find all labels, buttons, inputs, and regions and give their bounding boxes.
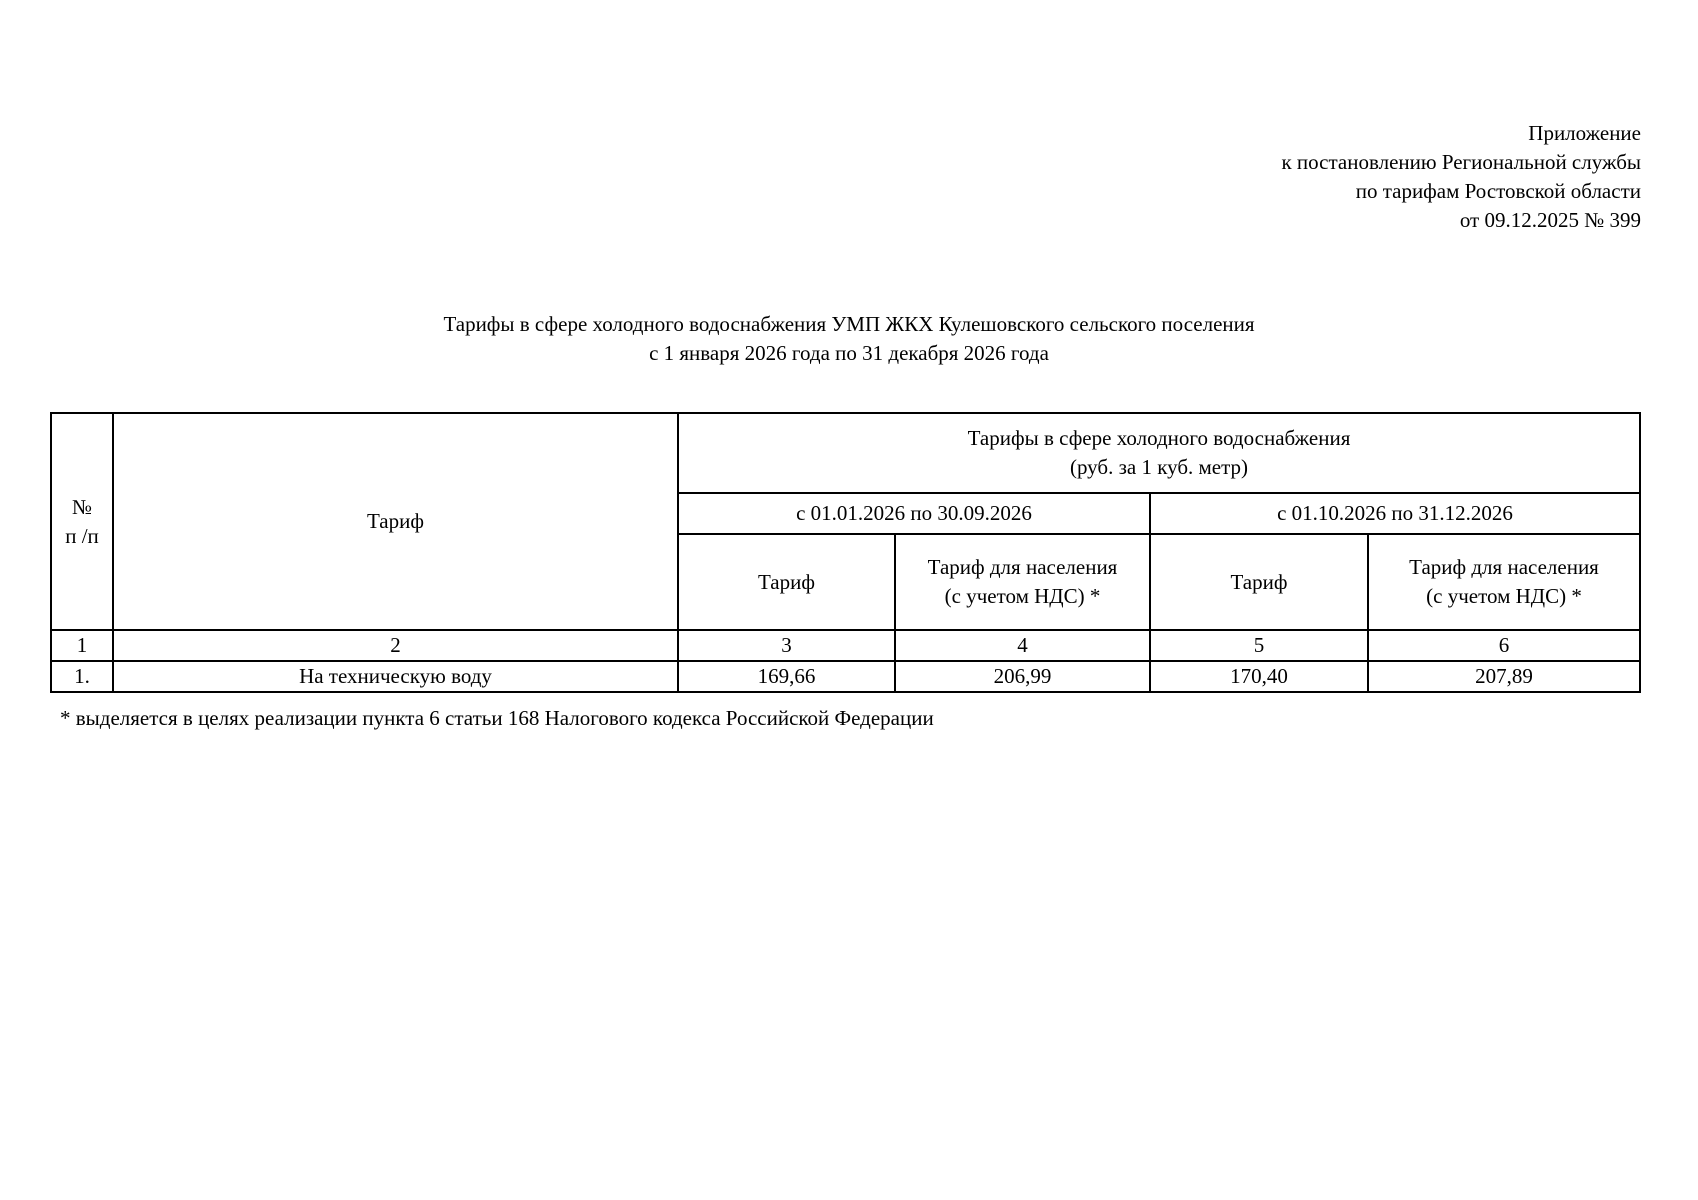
header-p2-population [1368, 534, 1640, 630]
row-tariff-name: На техническую воду [113, 661, 678, 692]
document-title [0, 310, 1698, 368]
header-group-cell [678, 413, 1640, 493]
table-header-row [51, 413, 1640, 493]
header-p1-population-line2: (с учетом НДС) * [944, 584, 1101, 608]
header-p2-population-line1: Тариф для населения [1409, 555, 1599, 579]
row-number: 1. [51, 661, 113, 692]
column-number-3: 3 [678, 630, 895, 661]
appendix-block [1281, 119, 1641, 235]
header-tariff-cell: Тариф [113, 413, 678, 630]
header-number-symbol: № [71, 494, 93, 519]
appendix-line-resolution: к постановлению Региональной службы [1281, 150, 1641, 174]
header-group-title: Тарифы в сфере холодного водоснабжения [967, 426, 1351, 450]
column-number-5: 5 [1150, 630, 1368, 661]
appendix-line-date-number: от 09.12.2025 № 399 [1459, 208, 1641, 232]
document-title-line1: Тарифы в сфере холодного водоснабжения УМП ЖКХ Кулешовского сельского поселения [443, 312, 1255, 336]
footnote: * выделяется в целях реализации пункта 6 статьи 168 Налогового кодекса Российской Федерации [60, 706, 934, 730]
column-number-2: 2 [113, 630, 678, 661]
document-title-line2: с 1 января 2026 года по 31 декабря 2026 года [649, 341, 1049, 365]
row-p2-tariff-value: 170,40 [1150, 661, 1368, 692]
row-p1-tariff-value: 169,66 [678, 661, 895, 692]
column-number-6: 6 [1368, 630, 1640, 661]
row-p1-population-value: 206,99 [895, 661, 1150, 692]
header-p2-population-line2: (с учетом НДС) * [1426, 584, 1582, 608]
header-number-label: п /п [65, 523, 99, 548]
header-period-1: с 01.01.2026 по 30.09.2026 [678, 493, 1150, 534]
appendix-line-title: Приложение [1528, 121, 1641, 145]
table-row [51, 661, 1640, 692]
header-p1-tariff: Тариф [678, 534, 895, 630]
table-column-numbers-row [51, 630, 1640, 661]
row-p2-population-value: 207,89 [1368, 661, 1640, 692]
column-number-4: 4 [895, 630, 1150, 661]
header-period-2: с 01.10.2026 по 31.12.2026 [1150, 493, 1640, 534]
header-p1-population-line1: Тариф для населения [927, 555, 1118, 579]
header-p1-population [895, 534, 1150, 630]
header-group-unit: (руб. за 1 куб. метр) [1069, 455, 1249, 479]
column-number-1: 1 [51, 630, 113, 661]
header-p2-tariff: Тариф [1150, 534, 1368, 630]
tariffs-table [50, 412, 1641, 693]
header-number-cell [51, 413, 113, 630]
appendix-line-authority: по тарифам Ростовской области [1355, 179, 1641, 203]
